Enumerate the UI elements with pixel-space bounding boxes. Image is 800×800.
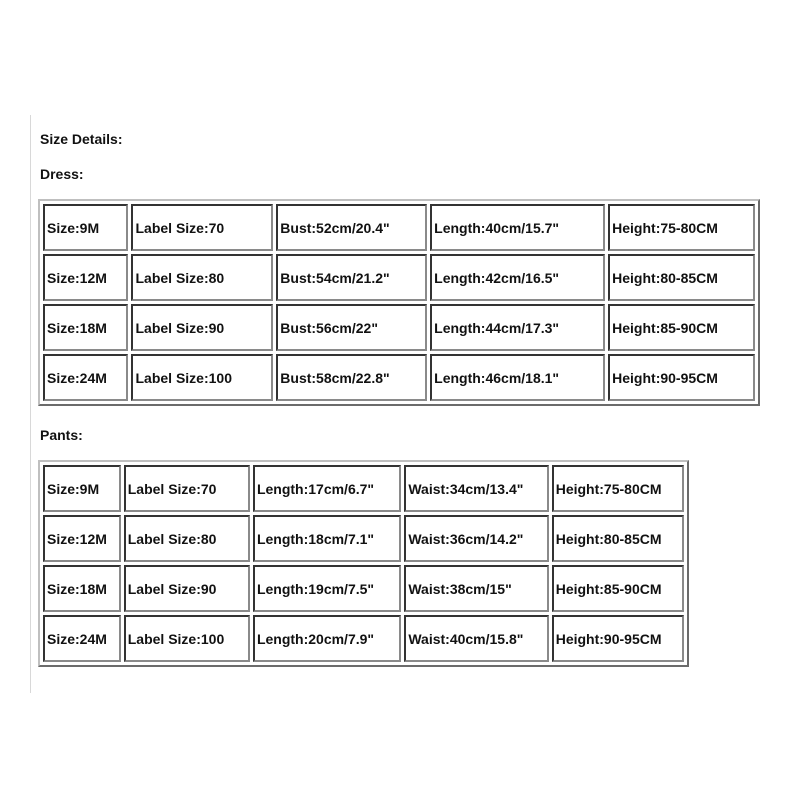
height-cell: Height:75-80CM: [608, 204, 755, 251]
size-cell: Size:12M: [43, 254, 128, 301]
table-row: [43, 354, 755, 401]
length-cell: Length:20cm/7.9": [253, 615, 401, 662]
table-row: [43, 204, 755, 251]
length-cell: Length:40cm/15.7": [430, 204, 605, 251]
height-cell: Height:85-90CM: [552, 565, 684, 612]
bust-cell: Bust:52cm/20.4": [276, 204, 427, 251]
table-row: [43, 515, 684, 562]
length-cell: Length:19cm/7.5": [253, 565, 401, 612]
label-size-cell: Label Size:90: [124, 565, 250, 612]
height-cell: Height:85-90CM: [608, 304, 755, 351]
length-cell: Length:17cm/6.7": [253, 465, 401, 512]
pants-size-table: [38, 460, 689, 667]
table-row: [43, 254, 755, 301]
height-cell: Height:80-85CM: [552, 515, 684, 562]
length-cell: Length:44cm/17.3": [430, 304, 605, 351]
label-size-cell: Label Size:100: [131, 354, 273, 401]
table-row: [43, 565, 684, 612]
table-row: [43, 465, 684, 512]
bust-cell: Bust:56cm/22": [276, 304, 427, 351]
size-cell: Size:18M: [43, 304, 128, 351]
label-size-cell: Label Size:70: [131, 204, 273, 251]
label-size-cell: Label Size:80: [131, 254, 273, 301]
size-cell: Size:18M: [43, 565, 121, 612]
height-cell: Height:80-85CM: [608, 254, 755, 301]
waist-cell: Waist:36cm/14.2": [404, 515, 548, 562]
bust-cell: Bust:54cm/21.2": [276, 254, 427, 301]
label-size-cell: Label Size:100: [124, 615, 250, 662]
size-cell: Size:12M: [43, 515, 121, 562]
length-cell: Length:42cm/16.5": [430, 254, 605, 301]
label-size-cell: Label Size:70: [124, 465, 250, 512]
waist-cell: Waist:34cm/13.4": [404, 465, 548, 512]
dress-heading: Dress:: [40, 166, 84, 182]
length-cell: Length:18cm/7.1": [253, 515, 401, 562]
table-row: [43, 615, 684, 662]
size-details-heading: Size Details:: [40, 131, 123, 147]
table-row: [43, 304, 755, 351]
label-size-cell: Label Size:90: [131, 304, 273, 351]
size-cell: Size:9M: [43, 204, 128, 251]
height-cell: Height:90-95CM: [552, 615, 684, 662]
size-cell: Size:24M: [43, 354, 128, 401]
size-cell: Size:9M: [43, 465, 121, 512]
height-cell: Height:90-95CM: [608, 354, 755, 401]
dress-size-table: [38, 199, 760, 406]
bust-cell: Bust:58cm/22.8": [276, 354, 427, 401]
pants-heading: Pants:: [40, 427, 83, 443]
height-cell: Height:75-80CM: [552, 465, 684, 512]
waist-cell: Waist:40cm/15.8": [404, 615, 548, 662]
waist-cell: Waist:38cm/15": [404, 565, 548, 612]
label-size-cell: Label Size:80: [124, 515, 250, 562]
size-cell: Size:24M: [43, 615, 121, 662]
length-cell: Length:46cm/18.1": [430, 354, 605, 401]
left-divider: [30, 115, 31, 693]
